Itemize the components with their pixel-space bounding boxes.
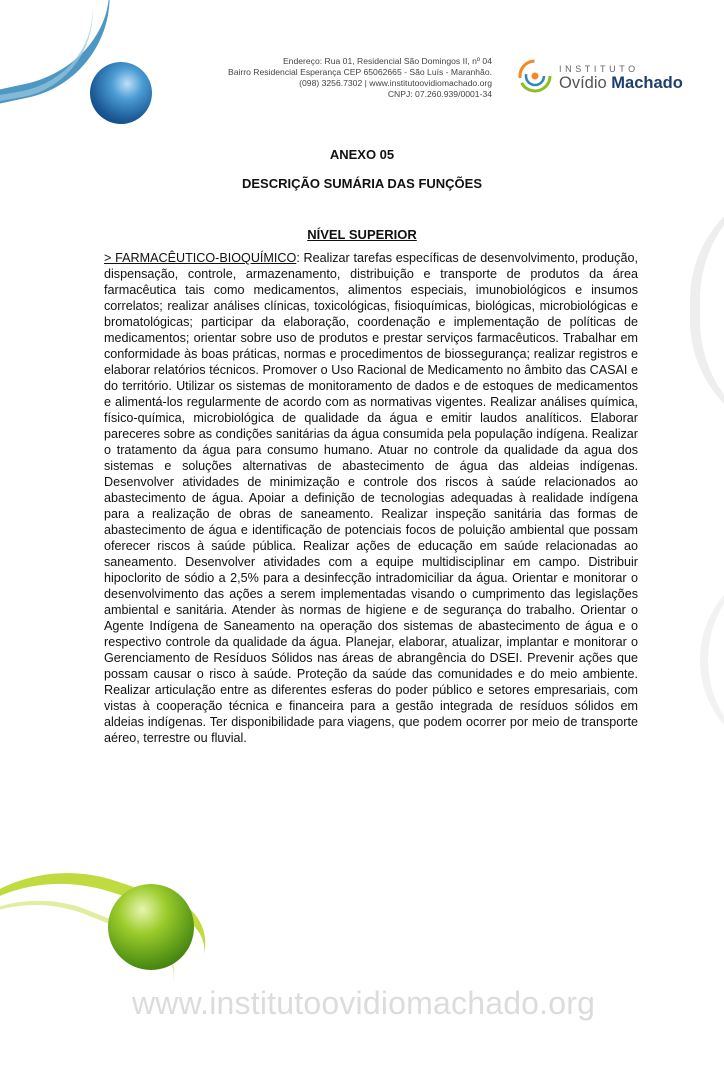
decorative-swoosh <box>700 560 724 760</box>
address-line: Endereço: Rua 01, Residencial São Domingos II, nº 04 <box>282 56 492 66</box>
document-subtitle: DESCRIÇÃO SUMÁRIA DAS FUNÇÕES <box>241 176 483 191</box>
logo-name-bold: Machado <box>611 74 683 92</box>
address-line: CNPJ: 07.260.939/0001-34 <box>387 89 492 99</box>
logo-instituto-text: INSTITUTO <box>559 64 639 74</box>
decorative-swoosh <box>690 180 724 440</box>
decorative-blue-sphere <box>90 62 152 124</box>
annex-title: ANEXO 05 <box>329 147 395 162</box>
address-line: Bairro Residencial Esperança CEP 65062665 - São Luís - Maranhão. <box>227 67 492 77</box>
level-heading: NÍVEL SUPERIOR <box>307 227 417 242</box>
institute-logo-icon <box>517 58 553 94</box>
logo-name <box>559 74 683 93</box>
decorative-green-sphere <box>108 884 194 970</box>
logo-name-light: Ovídio <box>559 74 612 92</box>
letterhead-address <box>162 56 492 100</box>
footer-website-url: www.institutoovidiomachado.org <box>132 985 596 1021</box>
role-label: > FARMACÊUTICO-BIOQUÍMICO <box>104 251 297 265</box>
address-line: (098) 3256.7302 | www.institutoovidiomachado.org <box>299 78 492 88</box>
role-description-paragraph <box>104 251 638 747</box>
role-description: : Realizar tarefas específicas de desenvolvimento, produção, dispensação, controle, armazenamento, distribuição e transporte de produtos da área farmacêutica tais como medicamentos, alimentos especiais, imunobiológicos e insumos correlatos; realizar análises clínicas, toxicológicas, fisioquímicas, biológicas, microbiológicas e bromatológicas; participar da elaboração, coordenação e implementação de políticas de medicamentos; orientar sobre uso de produtos e prestar serviços farmacêuticos. Trabalhar em conformidade às boas práticas, normas e procedimentos de biossegurança; realizar registros e elaborar relatórios técnicos. Promover o Uso Racional de Medicamento no âmbito das CASAI e do território. Utilizar os sistemas de monitoramento de dados e de estoques de medicamentos e alimentá-los regularmente de acordo com as normativas vigentes. Realizar análises química, físico-química, microbiológica de qualidade da água e emitir laudos analíticos. Elaborar pareceres sobre as condições sanitárias da água consumida pela população indígena. Realizar o tratamento da água para consumo humano. Atuar no controle da qualidade da agua dos sistemas e soluções alternativas de abastecimento de água das aldeias indígenas. Desenvolver atividades de minimização e controle dos riscos à saúde relacionados ao abastecimento de água. Apoiar a definição de tecnologias adequadas à realidade indígena para a realização de obras de saneamento. Realizar inspeção sanitária das formas de abastecimento de água e identificação de potenciais focos de poluição ambiental que possam oferecer riscos à saúde pública. Realizar ações de educação em saúde relacionadas ao saneamento. Desenvolver atividades com a equipe multidisciplinar em campo. Distribuir hipoclorito de sódio a 2,5% para a desinfecção intradomiciliar da água. Orientar e monitorar o desenvolvimento das ações a serem implementadas visando o cumprimento das legislações ambiental e sanitária. Atender às normas de higiene e de segurança do trabalho. Orientar o Agente Indígena de Saneamento na operação dos sistemas de abastecimento de água e o respectivo controle da qualidade da água. Planejar, elaborar, atualizar, implantar e monitorar o Gerenciamento de Resíduos Sólidos nas áreas de abrangência do DSEI. Prevenir ações que possam causar o risco à saúde. Proteção da saúde das comunidades e do meio ambiente. Realizar articulação entre as diferentes esferas do poder público e setores empresariais, com vistas à cooperação técnica e financeira para a gestão integrada de resíduos sólidos em aldeias indígenas. Ter disponibilidade para viagens, que podem ocorrer por meio de transporte aéreo, terrestre ou fluvial. <box>104 251 638 745</box>
institute-logo <box>517 56 697 100</box>
